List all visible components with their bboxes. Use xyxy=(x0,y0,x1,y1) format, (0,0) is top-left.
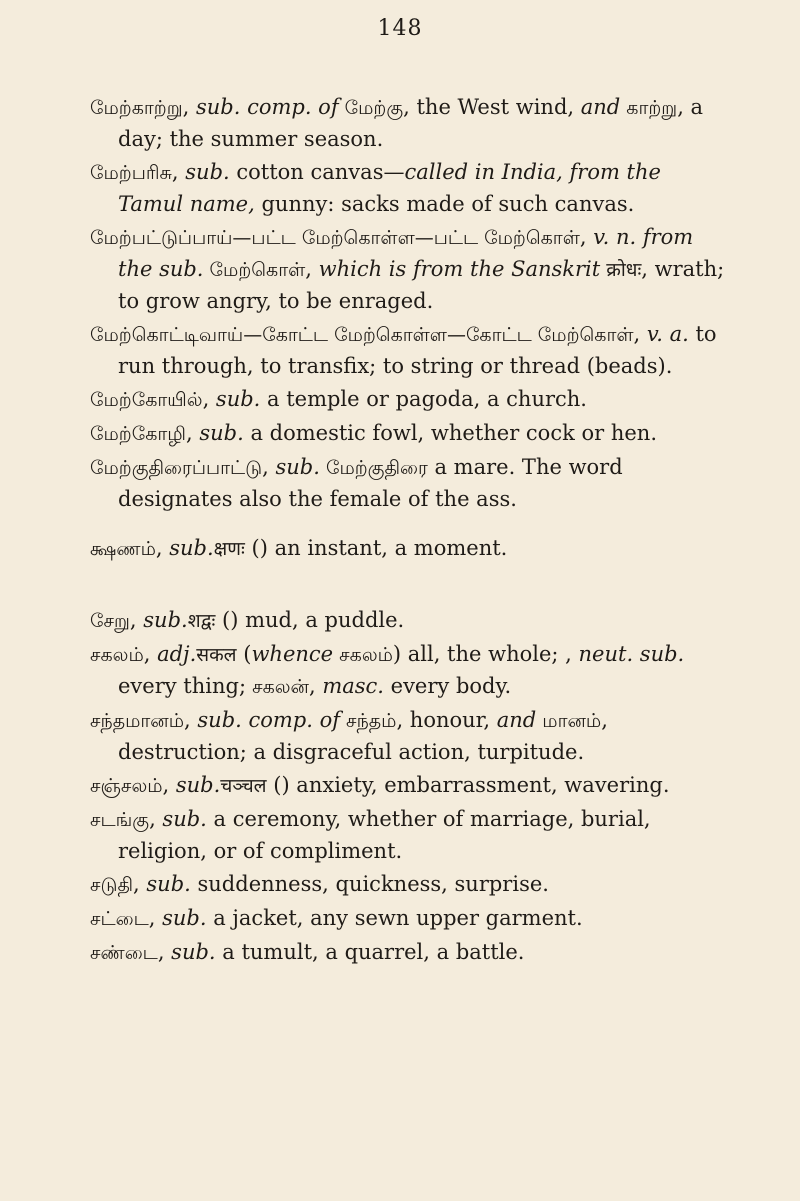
headword: சடுதி xyxy=(90,874,134,896)
entries xyxy=(90,92,730,971)
definition-text: ( xyxy=(215,608,231,632)
dictionary-entry xyxy=(90,937,730,969)
definition-text: a temple or pagoda, a church. xyxy=(260,387,587,411)
definition-text: , xyxy=(308,674,323,698)
definition-text: a tumult, a quarrel, a battle. xyxy=(215,940,525,964)
native-word: மேற்கொள் xyxy=(203,259,306,281)
dictionary-entry xyxy=(90,92,730,155)
definition-text: ) mud, a puddle. xyxy=(230,608,405,632)
grammar-note: and xyxy=(580,95,621,119)
grammar-note: sub. xyxy=(162,807,207,831)
native-word: शद्वः xyxy=(187,610,216,632)
native-word: சகலம் xyxy=(333,644,393,666)
headword: மேற்கொட்டிவாய்—கோட்ட மேற்கொள்ள—கோட்ட மேற்கொள் xyxy=(90,324,634,346)
native-word: सकल xyxy=(196,644,237,666)
native-word: சகலன் xyxy=(246,676,309,698)
definition-text: , xyxy=(182,95,196,119)
headword: சட்டை xyxy=(90,908,149,930)
definition-text: , xyxy=(171,160,186,184)
definition-text: , honour, xyxy=(396,708,497,732)
definition-text: , xyxy=(129,608,144,632)
dictionary-entry xyxy=(90,157,730,220)
definition-text: , xyxy=(149,807,163,831)
entry-block-2 xyxy=(90,533,730,565)
definition-text: , xyxy=(185,421,200,445)
headword: சகலம் xyxy=(90,644,144,666)
definition-text: , xyxy=(157,940,172,964)
grammar-note: sub. xyxy=(215,387,261,411)
grammar-note: sub. comp. of xyxy=(195,95,339,119)
definition-text: a mare. The word xyxy=(427,455,623,479)
dictionary-entry xyxy=(90,605,730,637)
grammar-note: sub. xyxy=(169,536,214,560)
entry-block-1 xyxy=(90,92,730,515)
grammar-note: called in India, from the Tamul name, xyxy=(118,160,661,216)
grammar-note: neut. sub. xyxy=(578,642,685,666)
entry-block-3 xyxy=(90,605,730,969)
definition-text: , xyxy=(155,536,170,560)
dictionary-entry xyxy=(90,804,730,867)
native-word: மானம் xyxy=(536,710,602,732)
dictionary-entry xyxy=(90,452,730,515)
definition-text: , xyxy=(202,387,216,411)
definition-text: , xyxy=(633,322,647,346)
dictionary-entry xyxy=(90,639,730,703)
headword: மேற்குதிரைப்பாட்டு xyxy=(90,457,263,479)
definition-text: suddenness, quickness, surprise. xyxy=(190,872,549,896)
native-word: காற்று xyxy=(620,97,678,119)
headword: மேற்காற்று xyxy=(90,97,183,119)
definition-text: every thing; xyxy=(118,674,247,698)
spacer xyxy=(90,517,730,533)
native-word: चञ्चल xyxy=(220,775,267,797)
grammar-note: sub. xyxy=(185,160,230,184)
grammar-note: v. a. xyxy=(646,322,689,346)
headword: மேற்கோழி xyxy=(90,423,186,445)
headword: சேறு xyxy=(90,610,130,632)
definition-text: , xyxy=(162,773,176,797)
definition-text: ) anxiety, embarrassment, wavering. xyxy=(281,773,670,797)
definition-text: designates also the female of the ass. xyxy=(118,487,517,511)
headword: சஞ்சலம் xyxy=(90,775,163,797)
native-word: மேற்கு xyxy=(338,97,404,119)
grammar-note: sub. xyxy=(162,906,207,930)
definition-text: , xyxy=(262,455,276,479)
definition-text: , wrath; to grow angry, to be enraged. xyxy=(118,257,725,313)
grammar-note: sub. comp. of xyxy=(197,708,341,732)
definition-text: ( xyxy=(244,536,260,560)
grammar-note: sub. xyxy=(175,773,221,797)
headword: மேற்கோயில் xyxy=(90,389,203,411)
grammar-note: masc. xyxy=(322,674,384,698)
definition-text: cotton canvas— xyxy=(229,160,405,184)
definition-text: , a day; the summer season. xyxy=(118,95,704,151)
definition-text: , xyxy=(579,225,594,249)
grammar-note: which is from the Sanskrit xyxy=(318,257,601,281)
dictionary-entry xyxy=(90,705,730,768)
grammar-note: sub. xyxy=(275,455,320,479)
grammar-note: whence xyxy=(251,642,334,666)
definition-text: gunny: sacks made of such canvas. xyxy=(254,192,635,216)
definition-text: ) all, the whole; xyxy=(392,642,566,666)
grammar-note: sub. xyxy=(143,608,188,632)
dictionary-entry xyxy=(90,903,730,935)
native-word: क्षणः xyxy=(213,538,245,560)
definition-text: , xyxy=(133,872,147,896)
definition-text: , xyxy=(305,257,319,281)
page-number: 148 xyxy=(377,16,423,41)
grammar-note: sub. xyxy=(171,940,216,964)
definition-text: ( xyxy=(266,773,282,797)
dictionary-entry xyxy=(90,319,730,382)
spacer xyxy=(90,567,730,605)
grammar-note: sub. xyxy=(146,872,191,896)
definition-text: a ceremony, whether of marriage, burial, religion, or of compliment. xyxy=(118,807,651,863)
definition-text: a domestic fowl, whether cock or hen. xyxy=(243,421,657,445)
headword: சடங்கு xyxy=(90,809,150,831)
definition-text: every body. xyxy=(383,674,512,698)
dictionary-entry xyxy=(90,222,730,317)
dictionary-entry xyxy=(90,869,730,901)
native-word: மேற்குதிரை xyxy=(319,457,428,479)
dictionary-entry xyxy=(90,384,730,416)
definition-text: , xyxy=(184,708,198,732)
headword: மேற்பட்டுப்பாய்—பட்ட மேற்கொள்ள—பட்ட மேற்கொள் xyxy=(90,227,580,249)
grammar-note: and xyxy=(496,708,537,732)
native-word: சந்தம் xyxy=(340,710,397,732)
headword: சண்டை xyxy=(90,942,158,964)
headword: மேற்பரிசு xyxy=(90,162,172,184)
headword: க்ஷணம் xyxy=(90,538,156,560)
grammar-note: adj. xyxy=(157,642,197,666)
definition-text: a jacket, any sewn upper garment. xyxy=(206,906,583,930)
definition-text: , xyxy=(565,642,579,666)
grammar-note: sub. xyxy=(199,421,244,445)
headword: சந்தமானம் xyxy=(90,710,185,732)
definition-text: to run through, to transfix; to string or thread (beads). xyxy=(118,322,717,378)
definition-text: , destruction; a disgraceful action, turpitude. xyxy=(118,708,608,764)
definition-text: , xyxy=(143,642,158,666)
native-word: क्रोधः xyxy=(600,259,642,281)
definition-text: , the West wind, xyxy=(403,95,581,119)
dictionary-entry xyxy=(90,533,730,565)
grammar-note: v. n. from the sub. xyxy=(118,225,694,281)
dictionary-entry xyxy=(90,770,730,802)
definition-text: , xyxy=(148,906,163,930)
definition-text: ) an instant, a moment. xyxy=(259,536,508,560)
dictionary-entry xyxy=(90,418,730,450)
definition-text: ( xyxy=(236,642,252,666)
